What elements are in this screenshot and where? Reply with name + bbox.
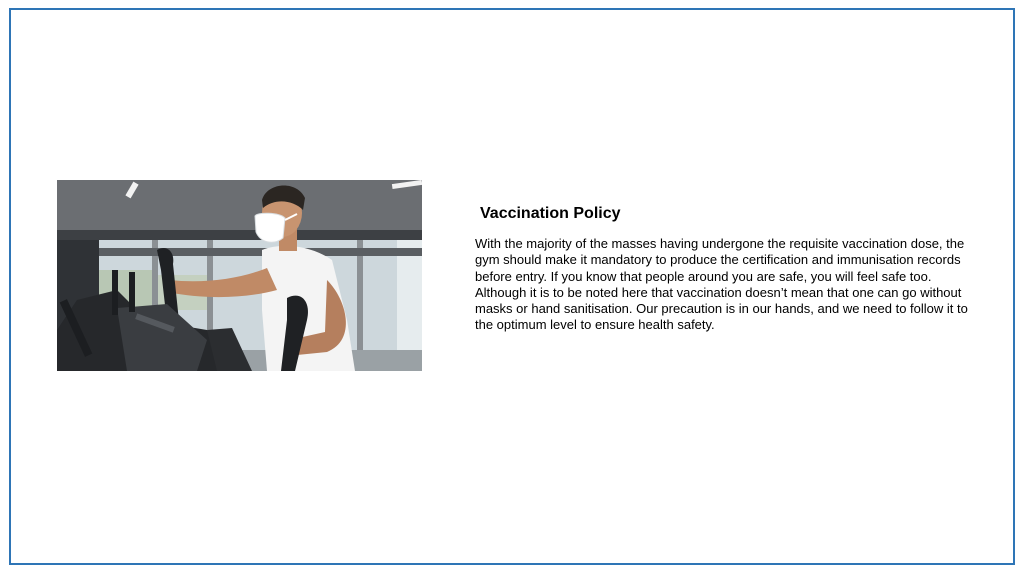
gym-photo-illustration [57,180,422,371]
ceiling-beam [57,230,422,240]
window-top-frame [99,248,422,256]
face-mask [255,213,285,242]
slide-body-text: With the majority of the masses having undergone the requisite vaccination dose, the gym should make it mandatory to produce the certification and immunisation records before entry. If you know that people around you are safe, you will feel safe too. Although it is to be noted here that vaccination doesn’t mean that one can go without masks or hand sanitisation. Our precaution is in our hands, and we need to follow it to the optimum level to ensure health safety. [475,236,968,333]
gym-photo [57,180,422,371]
ceiling [57,180,422,235]
elliptical-bar [129,272,135,312]
slide-frame [9,8,1015,565]
slide-title: Vaccination Policy [480,205,621,222]
elliptical-bar [112,270,118,315]
